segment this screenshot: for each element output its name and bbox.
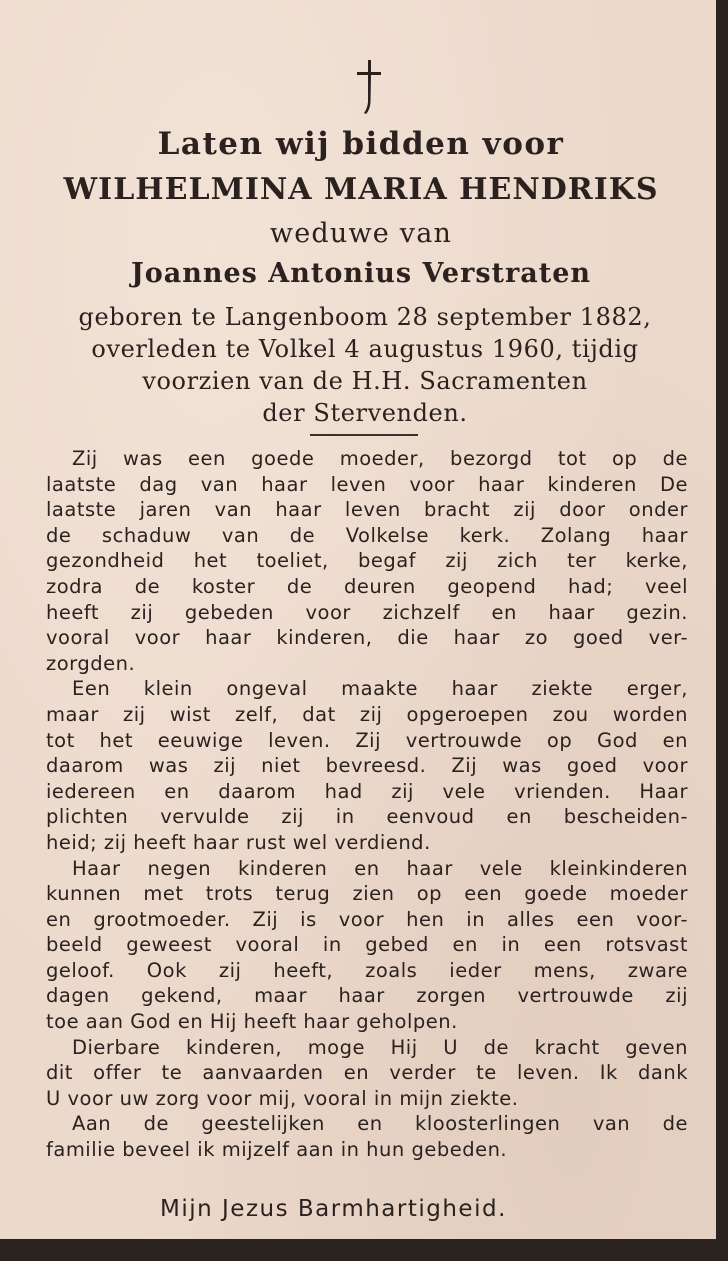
- body-line: toe aan God en Hij heeft haar geholpen.: [46, 1010, 458, 1034]
- body-line: vooral voor haar kinderen, die haar zo goed ver-: [46, 626, 688, 650]
- body-line: geloof. Ook zij heeft, zoals ieder mens, zware: [46, 958, 688, 982]
- body-line: heeft zij gebeden voor zichzelf en haar gezin.: [46, 600, 688, 624]
- spouse-name: Joannes Antonius Verstraten: [130, 258, 592, 289]
- body-line: dit offer te aanvaarden en verder te leven. Ik dank: [46, 1061, 688, 1085]
- body-line: laatste jaren van haar leven bracht zij door onder: [46, 498, 688, 522]
- body-line: plichten vervulde zij in eenvoud en bescheiden-: [46, 805, 688, 829]
- body-line: familie beveel ik mijzelf aan in hun gebeden.: [46, 1138, 508, 1162]
- body-line: Dierbare kinderen, moge Hij U de kracht geven: [72, 1035, 688, 1059]
- body-line: maar zij wist zelf, dat zij opgeroepen zou worden: [46, 702, 688, 726]
- widow-of-text: weduwe van: [269, 218, 453, 249]
- body-line: iedereen en daarom had zij vele vrienden. Haar: [46, 779, 688, 803]
- body-line: tot het eeuwige leven. Zij vertrouwde op God en: [46, 728, 688, 752]
- death-info: overleden te Volkel 4 augustus 1960, tijdig: [91, 335, 639, 363]
- body-line: Aan de geestelijken en kloosterlingen van de: [72, 1112, 688, 1136]
- cross-icon: [351, 58, 387, 116]
- divider: [310, 434, 418, 436]
- body-line: dagen gekend, maar haar zorgen vertrouwde zij: [46, 984, 688, 1008]
- body-line: en grootmoeder. Zij is voor hen in alles een voor-: [46, 907, 688, 931]
- body-line: beeld geweest vooral in gebed en in een rotsvast: [46, 933, 688, 957]
- body-line: Zij was een goede moeder, bezorgd tot op de: [72, 447, 688, 470]
- body-text: [46, 446, 688, 1163]
- body-line: zodra de koster de deuren geopend had; veel: [46, 574, 688, 598]
- deceased-name: WILHELMINA MARIA HENDRIKS: [63, 172, 659, 207]
- body-line: Haar negen kinderen en haar vele kleinkinderen: [72, 856, 688, 880]
- body-line: U voor uw zorg voor mij, vooral in mijn ziekte.: [46, 1086, 519, 1110]
- sacraments-info: voorzien van de H.H. Sacramenten: [142, 367, 588, 395]
- body-line: de schaduw van de Volkelse kerk. Zolang haar: [46, 523, 688, 547]
- prayer-heading: Laten wij bidden voor: [157, 126, 565, 162]
- birth-info: geboren te Langenboom 28 september 1882,: [78, 303, 652, 331]
- body-line: kunnen met trots terug zien op een goede moeder: [46, 882, 688, 906]
- closing-prayer: Mijn Jezus Barmhartigheid.: [160, 1196, 507, 1222]
- body-line: heid; zij heeft haar rust wel verdiend.: [46, 830, 431, 854]
- body-line: daarom was zij niet bevreesd. Zij was goed voor: [46, 754, 688, 778]
- sacraments-info-end: der Stervenden.: [262, 399, 468, 427]
- body-line: laatste dag van haar leven voor haar kinderen De: [46, 472, 688, 496]
- body-line: Een klein ongeval maakte haar ziekte erger,: [72, 677, 688, 701]
- body-line: zorgden.: [46, 651, 136, 675]
- body-line: gezondheid het toeliet, begaf zij zich ter kerke,: [46, 549, 688, 573]
